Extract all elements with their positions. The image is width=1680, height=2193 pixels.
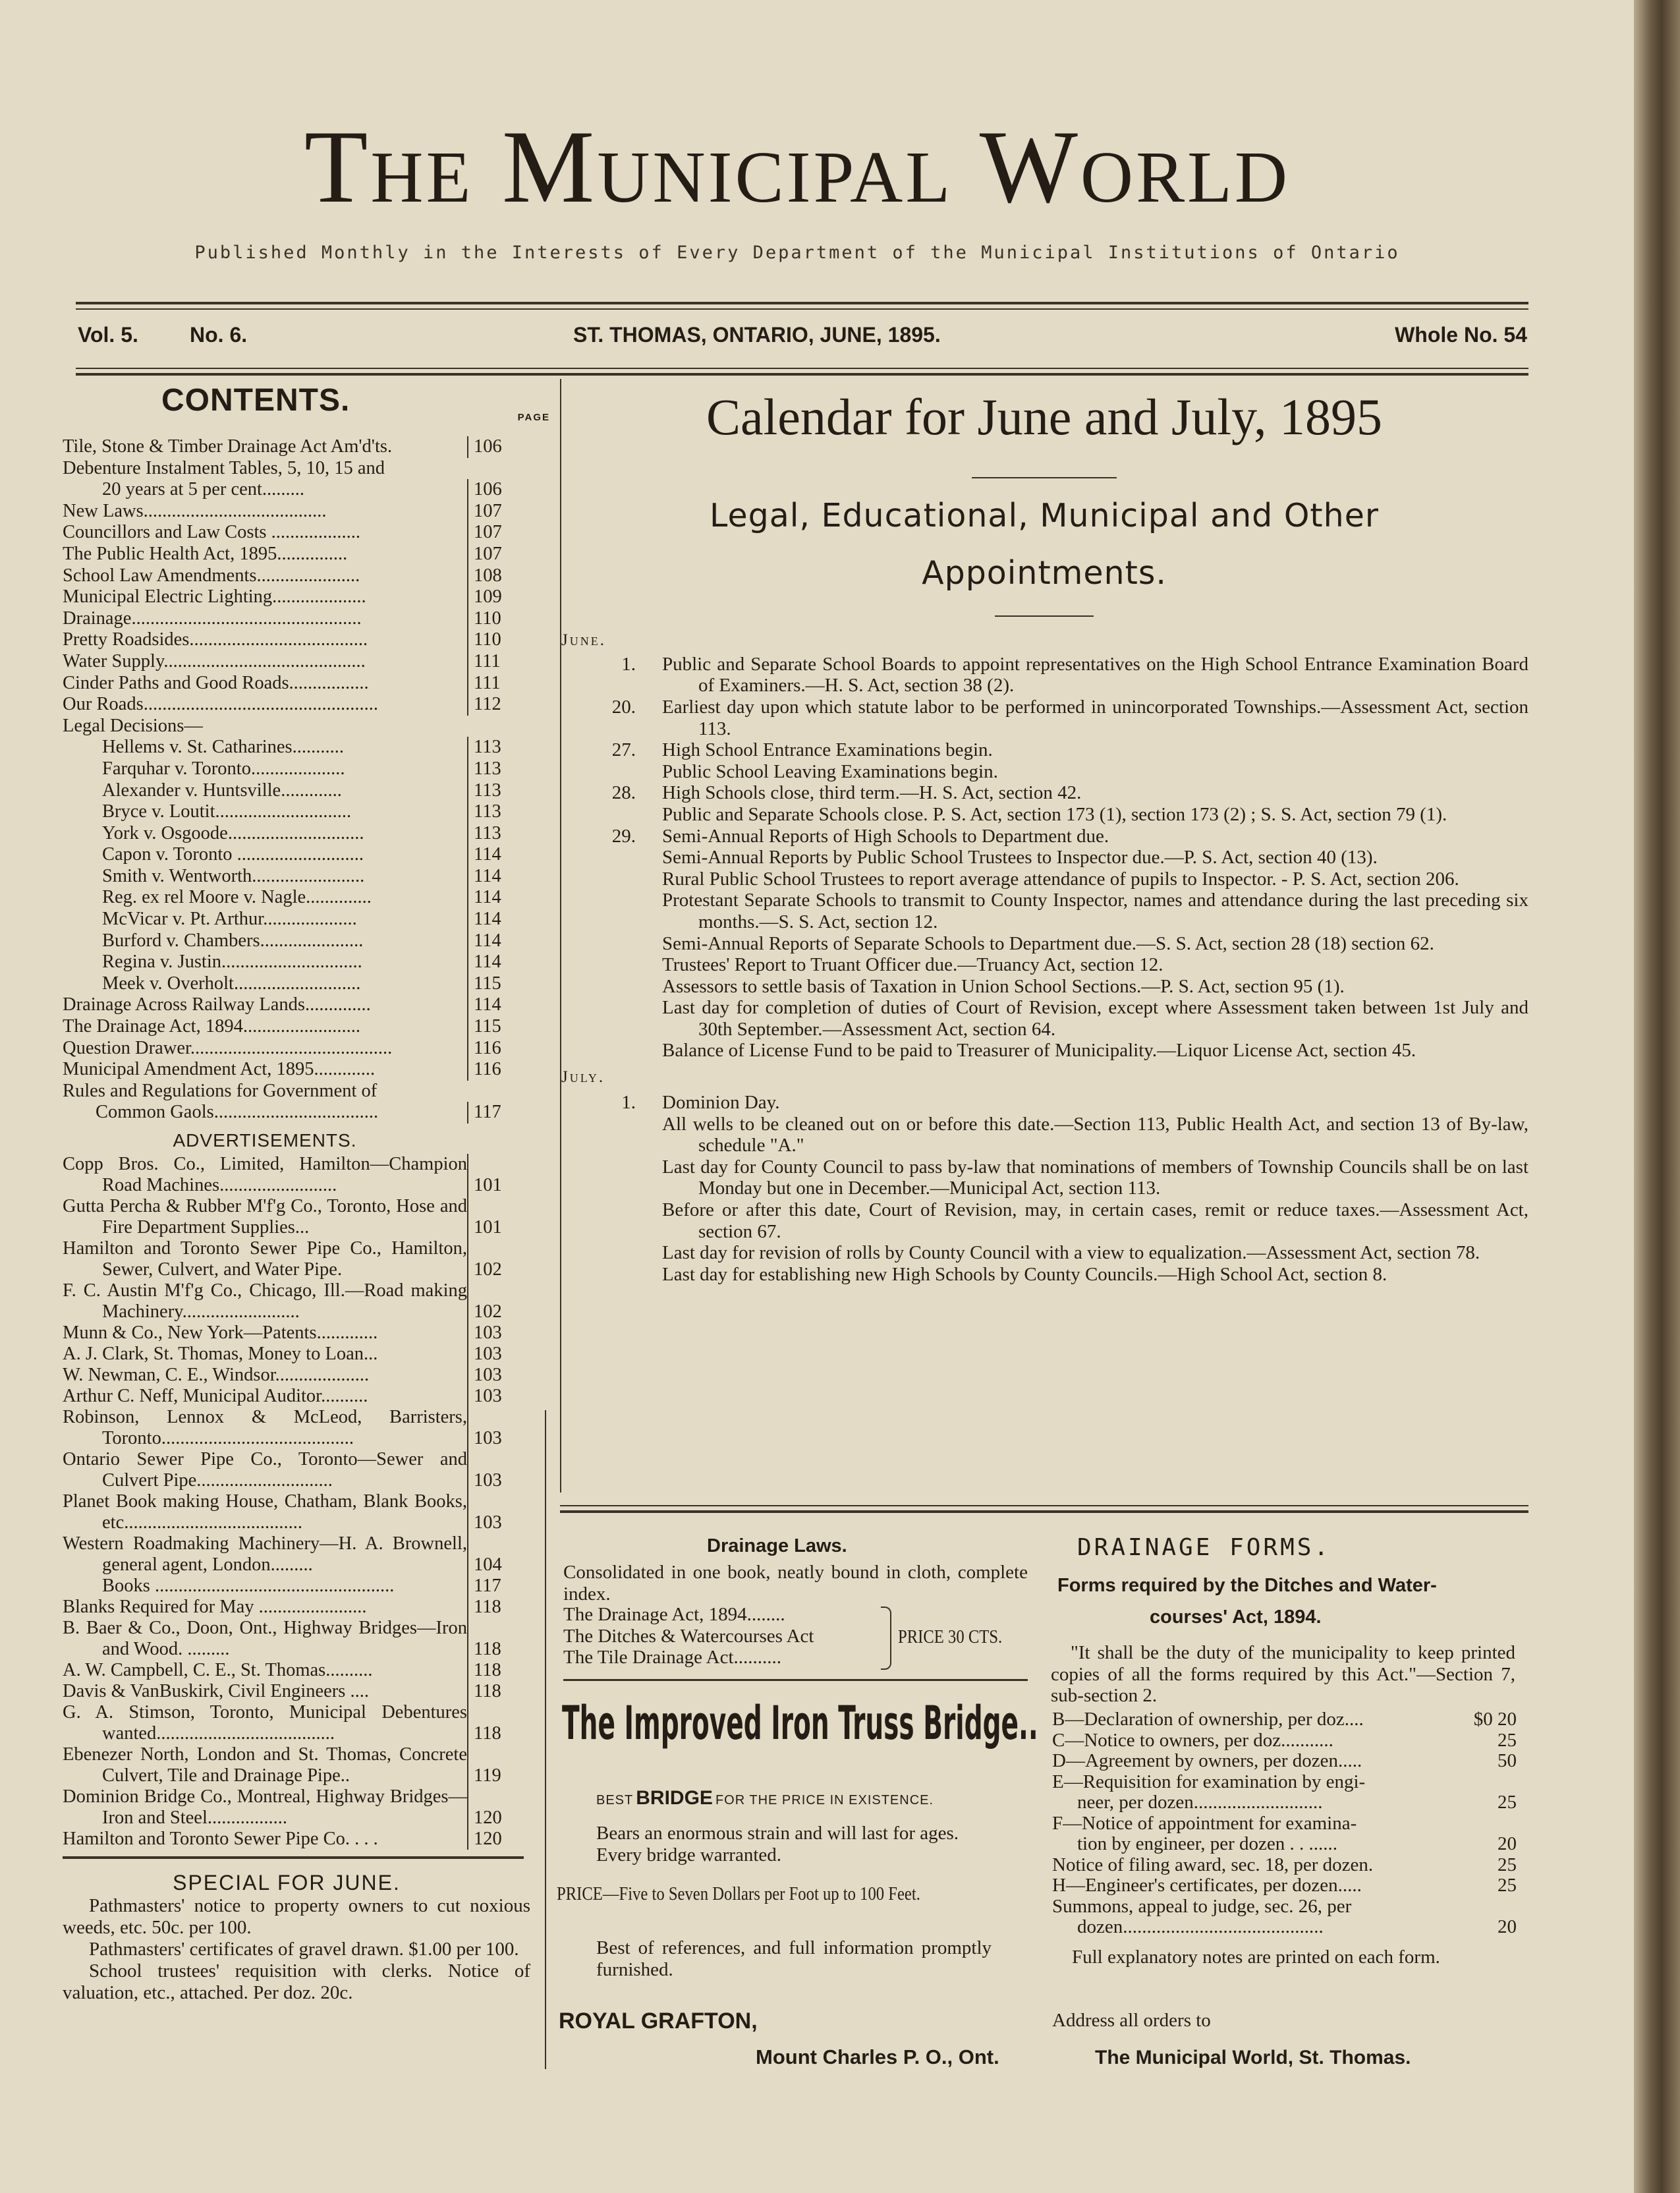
- page-column-header: PAGE: [517, 412, 550, 423]
- july-entries: [560, 1092, 1528, 1285]
- contents-item-page: 111: [467, 651, 511, 673]
- contents-item-page: 111: [467, 673, 511, 695]
- form-item-name: B—Declaration of ownership, per doz....: [1052, 1709, 1364, 1730]
- calendar-entry-text: [662, 782, 1528, 825]
- contents-item-title: Common Gaols...................................: [96, 1102, 379, 1123]
- advertisement-item: [63, 1238, 511, 1280]
- contents-item: [63, 716, 511, 737]
- contents-heading: [63, 382, 550, 428]
- contents-item: [63, 1038, 511, 1060]
- calendar-line: Before or after this date, Court of Revision, may, in certain cases, remit or reduce taxes.—Assessment Act, section 67.: [662, 1199, 1528, 1242]
- advertisement-name: Robinson, Lennox & McLeod, Barristers, Toronto.........................................: [63, 1407, 467, 1448]
- contents-item: [63, 1016, 511, 1038]
- calendar-entry-text: [662, 739, 1528, 782]
- advertisement-page: 101: [467, 1196, 511, 1238]
- contents-item-title: New Laws.......................................: [63, 500, 327, 521]
- advertisement-name: Arthur C. Neff, Municipal Auditor..........: [63, 1386, 368, 1406]
- advertisement-page: 118: [467, 1618, 511, 1660]
- drainage-forms-subtitle-1: Forms required by the Ditches and Water-: [1057, 1575, 1437, 1596]
- contents-item-page: 114: [467, 887, 511, 909]
- bridge-ad-refs: Best of references, and full information promptly furnished.: [596, 1937, 992, 1980]
- advertisement-name: W. Newman, C. E., Windsor....................: [63, 1365, 370, 1385]
- contents-item: [63, 994, 511, 1016]
- advertisements-heading: ADVERTISEMENTS.: [173, 1130, 357, 1151]
- issue-rule-thick: [76, 373, 1528, 376]
- calendar-entry: [560, 782, 1528, 825]
- calendar-line: Protestant Separate Schools to transmit to County Inspector, names and attendance during the last preceding six months.—S. S. Act, section 12.: [662, 890, 1528, 932]
- contents-item-title: Municipal Amendment Act, 1895.............: [63, 1059, 376, 1080]
- contents-item-title: Pretty Roadsides......................................: [63, 629, 368, 650]
- advertisement-item: [63, 1491, 511, 1533]
- number-label: No. 6.: [190, 323, 248, 347]
- advertisement-name: Munn & Co., New York—Patents.............: [63, 1323, 378, 1343]
- contents-item: [63, 565, 511, 587]
- calendar-rule: [972, 477, 1117, 478]
- contents-item-page: 113: [467, 758, 511, 780]
- contents-item-title: Hellems v. St. Catharines...........: [102, 737, 345, 758]
- calendar-entry: [560, 739, 1528, 782]
- contents-item: [63, 801, 511, 823]
- contents-item-page: 107: [467, 501, 511, 523]
- advertisements-list: [63, 1154, 511, 1850]
- form-item-name: tion by engineer, per dozen . . ......: [1077, 1833, 1338, 1854]
- bottom-rule-thick: [560, 1510, 1528, 1513]
- form-item: [1052, 1917, 1517, 1938]
- contents-item-page: 113: [467, 737, 511, 758]
- calendar-line: Last day for completion of duties of Court of Revision, except where Assessment taken between 1st July and 30th September.—Assessment Act, section 64.: [662, 997, 1528, 1040]
- calendar-line: Last day for revision of rolls by County Council with a view to equalization.—Assessment Act, section 78.: [662, 1242, 1480, 1264]
- advertisement-name: Copp Bros. Co., Limited, Hamilton—Champion Road Machines.........................: [63, 1154, 467, 1195]
- form-item-price: 25: [1498, 1729, 1517, 1751]
- masthead-title: The Municipal World: [304, 109, 1291, 225]
- calendar-day: 27.: [611, 739, 636, 761]
- calendar-line: Public School Leaving Examinations begin.: [662, 760, 998, 782]
- contents-item-page: 114: [467, 930, 511, 952]
- contents-item: [63, 458, 511, 480]
- calendar-line: High Schools close, third term.—H. S. Act, section 42.: [662, 782, 1082, 804]
- contents-item-title: Meek v. Overholt...........................: [102, 973, 361, 994]
- contents-item: [63, 608, 511, 630]
- advertisement-page: 117: [467, 1576, 511, 1597]
- advertisement-name: G. A. Stimson, Toronto, Municipal Debentures wanted......................................: [63, 1702, 467, 1744]
- drainage-forms-subtitle-2: courses' Act, 1894.: [1150, 1607, 1322, 1628]
- bridge-ad-tagline: [596, 1787, 934, 1809]
- contents-item: [63, 866, 511, 888]
- form-item-name: Notice of filing award, sec. 18, per dozen.: [1052, 1854, 1374, 1875]
- contents-item-title: School Law Amendments......................: [63, 565, 360, 586]
- form-item-price: 25: [1498, 1792, 1517, 1813]
- calendar-line: Semi-Annual Reports by Public School Trustees to Inspector due.—P. S. Act, section 40 (13).: [662, 847, 1378, 869]
- special-heading: SPECIAL FOR JUNE.: [173, 1871, 401, 1894]
- calendar-day: 1.: [621, 653, 636, 675]
- advertisement-page: 103: [467, 1344, 511, 1365]
- drainage-law-item: The Drainage Act, 1894........: [563, 1604, 785, 1625]
- form-item-price: 50: [1498, 1750, 1517, 1771]
- form-item-price: 20: [1498, 1916, 1517, 1937]
- advertisement-page: 118: [467, 1681, 511, 1702]
- advertisement-page: 103: [467, 1365, 511, 1386]
- advertisement-item: [63, 1386, 511, 1407]
- form-item-name: C—Notice to owners, per doz...........: [1052, 1729, 1333, 1751]
- contents-item: [63, 1102, 511, 1124]
- contents-item-title: Legal Decisions—: [63, 715, 203, 736]
- contents-item-page: 106: [467, 436, 511, 458]
- calendar-day: 20.: [611, 696, 636, 718]
- contents-item: [63, 930, 511, 952]
- calendar-line: Last day for County Council to pass by-law that nominations of members of Township Councils shall be on last Monday but one in December.—Municipal Act, section 113.: [662, 1156, 1528, 1199]
- left-column: [63, 382, 550, 2004]
- form-item-name: D—Agreement by owners, per dozen.....: [1052, 1750, 1362, 1771]
- special-item: Pathmasters' notice to property owners to cut noxious weeds, etc. 50c. per 100.: [63, 1895, 530, 1938]
- advertisement-item: [63, 1533, 511, 1576]
- contents-item-page: 107: [467, 544, 511, 565]
- bridge-ad-name: ROYAL GRAFTON,: [559, 2008, 758, 2034]
- advertisement-name: Blanks Required for May .......................: [63, 1597, 367, 1617]
- advertisement-name: Books ...................................................: [102, 1576, 395, 1596]
- contents-item: [63, 973, 511, 995]
- special-item: School trustees' requisition with clerks. Notice of valuation, etc., attached. Per doz. 20c.: [63, 1960, 530, 2003]
- contents-item-title: Councillors and Law Costs ...................: [63, 522, 361, 543]
- drainage-laws-intro: Consolidated in one book, neatly bound in cloth, complete index.: [563, 1562, 1028, 1605]
- contents-item-page: 115: [467, 973, 511, 995]
- contents-item-title: Water Supply...........................................: [63, 650, 366, 671]
- calendar-line: Assessors to settle basis of Taxation in Union School Sections.—P. S. Act, section 95 (1).: [662, 975, 1345, 997]
- form-item: [1052, 1751, 1517, 1772]
- form-item: [1052, 1834, 1517, 1855]
- calendar-line: Dominion Day.: [662, 1092, 780, 1114]
- issue-rule: [76, 368, 1528, 369]
- form-item-name: neer, per dozen...........................: [1077, 1792, 1323, 1813]
- drainage-forms-title: DRAINAGE FORMS.: [1077, 1534, 1331, 1561]
- drainage-laws-rule: [563, 1679, 1028, 1681]
- calendar-day: 1.: [621, 1092, 636, 1114]
- contents-item-title: Regina v. Justin..............................: [102, 952, 362, 973]
- advertisement-name: Gutta Percha & Rubber M'f'g Co., Toronto, Hose and Fire Department Supplies...: [63, 1196, 467, 1238]
- contents-item-page: 109: [467, 586, 511, 608]
- contents-item-title: Reg. ex rel Moore v. Nagle..............: [102, 887, 372, 908]
- drainage-forms-list: [1052, 1709, 1517, 1938]
- drainage-law-item: The Ditches & Watercourses Act: [563, 1625, 814, 1647]
- calendar-line: High School Entrance Examinations begin.: [662, 739, 993, 761]
- advertisement-item: [63, 1702, 511, 1744]
- contents-item-title: Farquhar v. Toronto....................: [102, 758, 345, 779]
- contents-item: [63, 758, 511, 780]
- calendar-entry: [560, 826, 1528, 1062]
- bridge-ad-price: PRICE—Five to Seven Dollars per Foot up to 100 Feet.: [557, 1883, 920, 1904]
- appointments-heading-2: Appointments.: [922, 554, 1167, 592]
- form-item-price: $0 20: [1473, 1709, 1517, 1730]
- contents-title: CONTENTS.: [161, 383, 350, 418]
- advertisement-page: 103: [467, 1407, 511, 1449]
- advertisement-page: 104: [467, 1533, 511, 1576]
- contents-item-page: 114: [467, 866, 511, 888]
- calendar-line: Semi-Annual Reports of High Schools to Department due.: [662, 825, 1109, 847]
- advertisement-page: 118: [467, 1702, 511, 1744]
- contents-item-title: Drainage.................................................: [63, 608, 362, 629]
- advertisement-item: [63, 1280, 511, 1323]
- advertisement-name: Ontario Sewer Pipe Co., Toronto—Sewer and Culvert Pipe.............................: [63, 1449, 467, 1491]
- advertisement-item: [63, 1744, 511, 1786]
- form-item: [1052, 1730, 1517, 1752]
- contents-item: [63, 844, 511, 866]
- contents-item-title: York v. Osgoode.............................: [102, 822, 364, 843]
- contents-item: [63, 586, 511, 608]
- advertisement-page: 118: [467, 1660, 511, 1681]
- july-label: July.: [561, 1068, 605, 1087]
- tagline-best: BEST: [596, 1793, 634, 1808]
- calendar-entry-text: [662, 1092, 1528, 1285]
- contents-item-title: 20 years at 5 per cent.........: [102, 479, 305, 500]
- form-item-name: F—Notice of appointment for examina-: [1052, 1812, 1357, 1834]
- contents-item: [63, 651, 511, 673]
- drainage-laws-items: [563, 1604, 912, 1668]
- contents-item-page: 113: [467, 780, 511, 802]
- contents-item: [63, 1059, 511, 1081]
- advertisement-page: 103: [467, 1449, 511, 1491]
- top-rule-thin: [76, 308, 1528, 310]
- calendar-line: All wells to be cleaned out on or before this date.—Section 113, Public Health Act, and section 13 of By-law, schedule "A.": [662, 1113, 1528, 1156]
- advertisement-item: [63, 1449, 511, 1491]
- advertisement-name: Dominion Bridge Co., Montreal, Highway Bridges—Iron and Steel.................: [63, 1786, 467, 1828]
- form-item-price: 25: [1498, 1854, 1517, 1875]
- contents-item-title: Question Drawer...........................................: [63, 1037, 393, 1058]
- form-item: [1052, 1709, 1517, 1730]
- advertisement-item: [63, 1323, 511, 1344]
- advertisement-page: 103: [467, 1323, 511, 1344]
- advertisement-page: 103: [467, 1386, 511, 1407]
- advertisement-item: [63, 1344, 511, 1365]
- june-entries: [560, 654, 1528, 1062]
- calendar-entry-text: [662, 654, 1528, 697]
- advertisement-item: [63, 1786, 511, 1829]
- drainage-laws-price: PRICE 30 CTS.: [898, 1626, 1003, 1647]
- contents-item: [63, 952, 511, 973]
- advertisement-name: A. J. Clark, St. Thomas, Money to Loan...: [63, 1344, 378, 1364]
- tagline-bridge: BRIDGE: [636, 1787, 713, 1809]
- contents-item: [63, 887, 511, 909]
- volume-label: Vol. 5.: [78, 323, 138, 347]
- calendar-line: Public and Separate Schools close. P. S. Act, section 173 (1), section 173 (2) ; S. S. Act, section 79 (1).: [662, 803, 1447, 825]
- advertisement-item: [63, 1681, 511, 1702]
- advertisement-page: 102: [467, 1280, 511, 1323]
- bottom-rule: [560, 1505, 1528, 1506]
- advertisement-page: 120: [467, 1829, 511, 1850]
- calendar-day: 28.: [611, 782, 636, 804]
- contents-item-title: Capon v. Toronto ...........................: [102, 844, 364, 865]
- contents-item-page: 114: [467, 844, 511, 866]
- contents-item: [63, 780, 511, 802]
- contents-item-title: Smith v. Wentworth........................: [102, 865, 365, 886]
- form-item-name: E—Requisition for examination by engi-: [1052, 1771, 1366, 1792]
- advertisement-item: [63, 1829, 511, 1850]
- calendar-line: Semi-Annual Reports of Separate Schools to Department due.—S. S. Act, section 28 (18) section 62.: [662, 932, 1434, 954]
- calendar-day: 29.: [611, 825, 636, 847]
- contents-item: [63, 501, 511, 523]
- advertisement-page: 103: [467, 1491, 511, 1533]
- advertisement-item: [63, 1365, 511, 1386]
- bridge-ad-desc: Bears an enormous strain and will last for ages. Every bridge warranted.: [596, 1823, 959, 1865]
- contents-item-title: Alexander v. Huntsville.............: [102, 780, 342, 801]
- advertisement-item: [63, 1196, 511, 1238]
- form-item: [1052, 1772, 1517, 1793]
- brace-icon: [881, 1607, 891, 1670]
- contents-item-title: Tile, Stone & Timber Drainage Act Am'd'ts.: [63, 436, 393, 457]
- contents-item-title: Drainage Across Railway Lands..............: [63, 994, 371, 1015]
- contents-item-title: Bryce v. Loutit.............................: [102, 801, 352, 822]
- calendar-entry: [560, 697, 1528, 739]
- contents-item: [63, 673, 511, 695]
- contents-item-page: 113: [467, 801, 511, 823]
- whole-number: Whole No. 54: [1395, 323, 1527, 347]
- advertisement-item: [63, 1407, 511, 1449]
- calendar-title: Calendar for June and July, 1895: [706, 388, 1383, 445]
- appointments-heading-1: Legal, Educational, Municipal and Other: [710, 496, 1379, 534]
- appointments-rule: [995, 615, 1094, 617]
- special-rule: [63, 1856, 524, 1859]
- contents-item-page: 113: [467, 823, 511, 845]
- contents-item: [63, 1081, 511, 1102]
- calendar-line: Balance of License Fund to be paid to Treasurer of Municipality.—Liquor License Act, section 45.: [662, 1040, 1416, 1062]
- advertisement-page: 101: [467, 1154, 511, 1196]
- form-item: [1052, 1875, 1517, 1896]
- contents-item-page: 106: [467, 479, 511, 501]
- calendar-entry: [560, 1092, 1528, 1285]
- top-rule: [76, 302, 1528, 304]
- contents-item: [63, 909, 511, 930]
- contents-item-page: 114: [467, 994, 511, 1016]
- advertisement-name: Davis & VanBuskirk, Civil Engineers ....: [63, 1681, 369, 1701]
- contents-item-title: Debenture Instalment Tables, 5, 10, 15 and: [63, 457, 385, 478]
- form-item-price: 20: [1498, 1833, 1517, 1854]
- contents-item: [63, 629, 511, 651]
- contents-item-title: Rules and Regulations for Government of: [63, 1080, 378, 1101]
- contents-item-title: The Drainage Act, 1894.........................: [63, 1016, 360, 1037]
- contents-item: [63, 694, 511, 716]
- contents-item-page: 107: [467, 522, 511, 544]
- drainage-forms-quote: "It shall be the duty of the municipality to keep printed copies of all the forms required by this Act."—Section 7, sub-section 2.: [1051, 1642, 1515, 1706]
- calendar-line: Rural Public School Trustees to report average attendance of pupils to Inspector. - P. S. Act, section 206.: [662, 868, 1459, 890]
- advertisement-item: [63, 1660, 511, 1681]
- issue-line: [78, 323, 1527, 356]
- tagline-rest: FOR THE PRICE IN EXISTENCE.: [715, 1793, 934, 1808]
- form-item: [1052, 1855, 1517, 1876]
- right-column: [560, 382, 1528, 1285]
- advertisement-name: A. W. Campbell, C. E., St. Thomas..........: [63, 1660, 373, 1680]
- advertisement-page: 102: [467, 1238, 511, 1280]
- june-label: June.: [561, 631, 606, 649]
- contents-item-title: Cinder Paths and Good Roads.................: [63, 672, 369, 693]
- form-item: [1052, 1792, 1517, 1813]
- contents-item: [63, 479, 511, 501]
- masthead-subtitle: Published Monthly in the Interests of Every Department of the Municipal Institutions of Ontario: [194, 242, 1400, 263]
- advertisement-item: [63, 1154, 511, 1196]
- calendar-line: Public and Separate School Boards to appoint representatives on the High School Entrance Examination Board of Examiners.—H. S. Act, section 38 (2).: [662, 653, 1528, 697]
- bridge-ad-address: Mount Charles P. O., Ont.: [756, 2045, 999, 2068]
- drainage-forms-address-label: Address all orders to: [1052, 2010, 1211, 2031]
- calendar-entry-text: [662, 697, 1528, 739]
- calendar-entry-text: [662, 826, 1528, 1062]
- bridge-ad-title: The Improved Iron Truss Bridge..: [562, 1696, 1038, 1750]
- advertisement-page: 118: [467, 1597, 511, 1618]
- drainage-laws-title: Drainage Laws.: [707, 1535, 847, 1556]
- advertisement-item: [63, 1618, 511, 1660]
- contents-item-page: 117: [467, 1102, 511, 1124]
- contents-item-title: Our Roads..................................................: [63, 694, 378, 715]
- contents-item-page: 112: [467, 694, 511, 716]
- dateline: ST. THOMAS, ONTARIO, JUNE, 1895.: [573, 323, 941, 347]
- form-item-name: H—Engineer's certificates, per dozen.....: [1052, 1875, 1362, 1896]
- contents-item-title: Municipal Electric Lighting....................: [63, 586, 366, 608]
- contents-item-page: 115: [467, 1016, 511, 1038]
- calendar-entry: [560, 654, 1528, 697]
- advertisement-name: Planet Book making House, Chatham, Blank Books, etc......................................: [63, 1491, 467, 1533]
- contents-item-page: 116: [467, 1038, 511, 1060]
- special-list: [63, 1895, 530, 2004]
- contents-item: [63, 737, 511, 758]
- form-item-name: dozen..........................................: [1077, 1916, 1324, 1937]
- advertisement-name: Hamilton and Toronto Sewer Pipe Co. . . .: [63, 1829, 378, 1849]
- contents-item-page: 110: [467, 629, 511, 651]
- form-item-name: Summons, appeal to judge, sec. 26, per: [1052, 1895, 1352, 1917]
- contents-item-page: 114: [467, 909, 511, 930]
- column-divider-lower: [545, 1410, 546, 2069]
- contents-item-page: 114: [467, 952, 511, 973]
- special-item: Pathmasters' certificates of gravel drawn. $1.00 per 100.: [89, 1939, 519, 1960]
- contents-item: [63, 544, 511, 565]
- advertisement-item: [63, 1597, 511, 1618]
- drainage-forms-note: Full explanatory notes are printed on each form.: [1072, 1947, 1440, 1968]
- calendar-line: Trustees' Report to Truant Officer due.—Truancy Act, section 12.: [662, 954, 1163, 976]
- advertisement-name: B. Baer & Co., Doon, Ont., Highway Bridges—Iron and Wood. .........: [63, 1618, 467, 1659]
- calendar-line: Earliest day upon which statute labor to be performed in unincorporated Townships.—Assessment Act, section 113.: [662, 696, 1528, 739]
- form-item: [1052, 1813, 1517, 1835]
- contents-item-page: 116: [467, 1059, 511, 1081]
- calendar-line: Last day for establishing new High Schools by County Councils.—High School Act, section 8.: [662, 1263, 1387, 1285]
- contents-item-title: The Public Health Act, 1895...............: [63, 543, 348, 564]
- form-item-price: 25: [1498, 1875, 1517, 1896]
- contents-item-title: Burford v. Chambers......................: [102, 930, 364, 951]
- advertisement-name: F. C. Austin M'f'g Co., Chicago, Ill.—Road making Machinery.........................: [63, 1280, 467, 1322]
- contents-list: [63, 436, 511, 1124]
- advertisement-name: Western Roadmaking Machinery—H. A. Brownell, general agent, London.........: [63, 1533, 467, 1575]
- advertisement-name: Hamilton and Toronto Sewer Pipe Co., Hamilton, Sewer, Culvert, and Water Pipe.: [63, 1238, 467, 1280]
- contents-item: [63, 436, 511, 458]
- advertisement-item: [63, 1576, 511, 1597]
- advertisement-name: Ebenezer North, London and St. Thomas, Concrete Culvert, Tile and Drainage Pipe..: [63, 1744, 467, 1786]
- drainage-law-item: The Tile Drainage Act..........: [563, 1647, 782, 1668]
- contents-item-page: 110: [467, 608, 511, 630]
- contents-item: [63, 823, 511, 845]
- contents-item-page: 108: [467, 565, 511, 587]
- advertisement-page: 119: [467, 1744, 511, 1786]
- book-binding-edge: [1634, 0, 1680, 2193]
- contents-item: [63, 522, 511, 544]
- form-item: [1052, 1896, 1517, 1918]
- contents-item-title: McVicar v. Pt. Arthur....................: [102, 909, 357, 930]
- drainage-forms-publisher: The Municipal World, St. Thomas.: [1095, 2047, 1411, 2068]
- advertisement-page: 120: [467, 1786, 511, 1829]
